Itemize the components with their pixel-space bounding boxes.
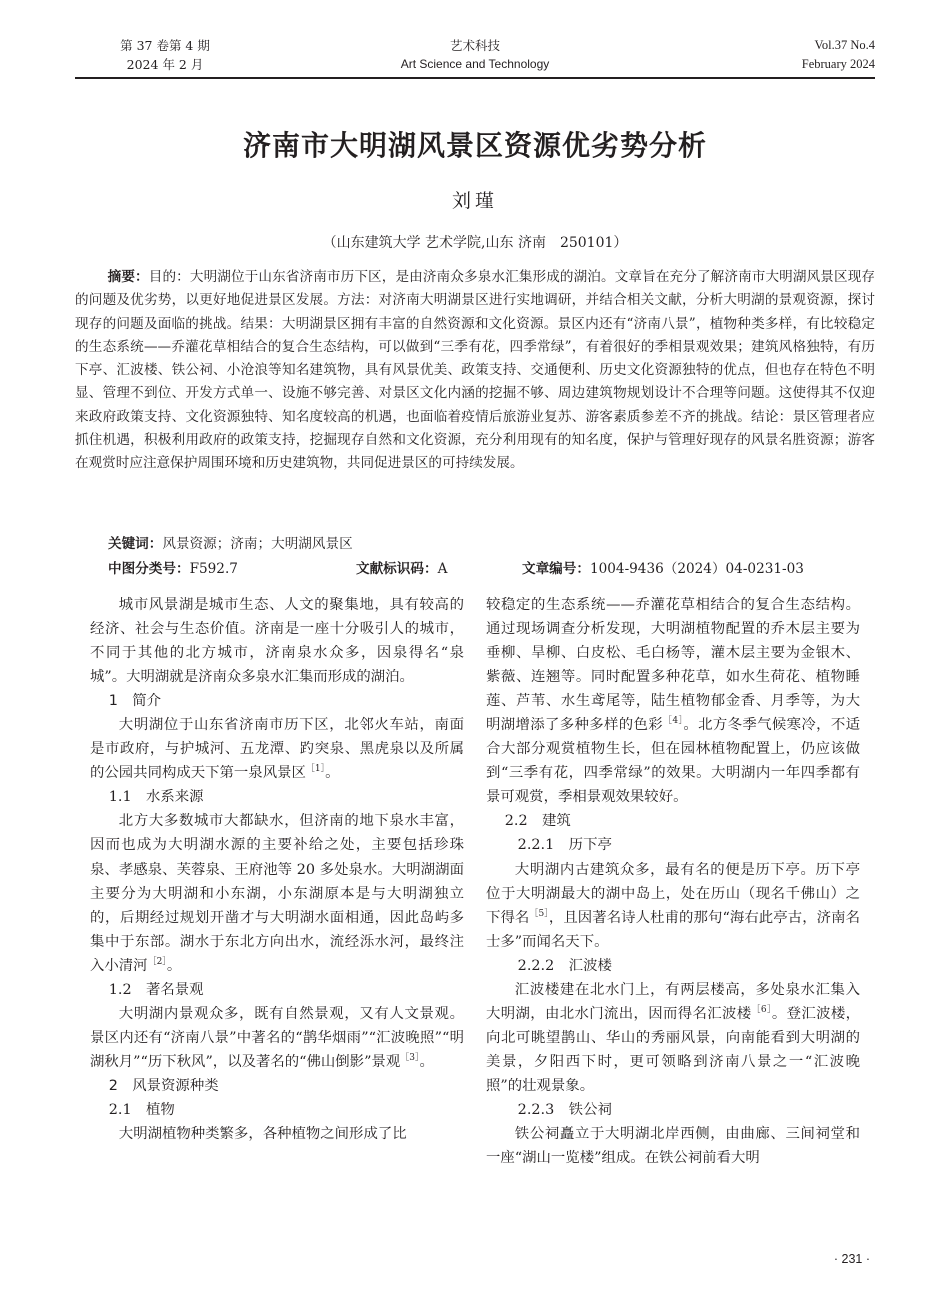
paragraph-water-source-text: 北方大多数城市大都缺水，但济南的地下泉水丰富，因而也成为大明湖水源的主要补给之处，主要包括珍珠泉、孝感泉、芙蓉泉、王府池等 20 多处泉水。大明湖湖面主要分为大明湖和小东湖，小东湖原本是与大明湖独立的，后期经过规划开凿才与大明湖水面相通，因此岛屿多集中于东部。湖水于东北方向出水，流经泺水河，最终注入小清河: [90, 813, 464, 974]
paragraph-lixia-tail: ，且因著名诗人杜甫的那句“海右此亭古，济南名士多”而闻名天下。: [486, 909, 860, 950]
paragraph-huibo-tail: 。登汇波楼，向北可眺望鹊山、华山的秀丽风景，向南能看到大明湖的美景，夕阳西下时，更可领略到济南八景之一“汇波晚照”的壮观景象。: [486, 1005, 860, 1094]
section-heading-2-2-2: 2.2.2 汇波楼: [517, 957, 612, 974]
citation-ref: ［5］: [529, 908, 549, 919]
paragraph-overview-text: 大明湖位于山东省济南市历下区，北邻火车站，南面是市政府，与护城河、五龙潭、趵突泉、黑虎泉以及所属的公园共同构成天下第一泉风景区: [90, 717, 464, 782]
paragraph-lixia-pavilion: [486, 858, 860, 954]
citation-ref: ［1］: [305, 764, 326, 775]
journal-issue-en: [715, 36, 875, 74]
paragraph-plants-start: 大明湖植物种类繁多，各种植物之间形成了比: [118, 1126, 407, 1143]
header-rule: [75, 77, 875, 79]
citation-ref: ［2］: [147, 956, 167, 967]
abstract: [75, 266, 875, 476]
paragraph-plants-cont: [486, 593, 860, 809]
paragraph-huibo-tower: [486, 978, 860, 1098]
section-heading-2: 2 风景资源种类: [108, 1077, 219, 1094]
body-column-left: [90, 593, 464, 1146]
paragraph-end-mark: 。: [419, 1053, 434, 1070]
keywords-label: 关键词：: [108, 536, 163, 552]
article-number-value: 1004-9436（2024）04-0231-03: [589, 561, 804, 577]
article-number: [522, 557, 804, 577]
keywords-text: 风景资源；济南；大明湖风景区: [162, 536, 353, 552]
document-code-label: 文献标识码：: [356, 561, 438, 577]
paragraph-plants-cont-text: 较稳定的生态系统——乔灌花草相结合的复合生态结构。通过现场调查分析发现，大明湖植物配置的乔木层主要为垂柳、旱柳、白皮松、毛白杨等，灌木层主要为金银木、紫薇、连翘等。同时配置多种花草，如水生荷花、植物睡莲、芦苇、水生鸢尾等，陆生植物郁金香、月季等，为大明湖增添了多种多样的色彩: [486, 597, 860, 734]
section-heading-2-2: 2.2 建筑: [504, 813, 571, 830]
section-heading-1-2: 1.2 著名景观: [108, 981, 204, 998]
keywords: [108, 532, 353, 552]
journal-name-cn: 艺术科技: [449, 38, 500, 53]
paragraph-overview: [90, 713, 464, 785]
journal-name: [375, 36, 575, 74]
citation-ref: ［6］: [751, 1005, 772, 1015]
section-heading-2-2-3: 2.2.3 铁公祠: [517, 1101, 612, 1118]
citation-ref: ［4］: [663, 716, 684, 727]
body-column-right: [486, 593, 860, 1170]
paragraph-water-source: [90, 809, 464, 977]
article-number-label: 文章编号：: [522, 561, 590, 577]
paragraph-landscapes: [90, 1002, 464, 1074]
section-heading-2-1: 2.1 植物: [108, 1101, 175, 1118]
clc-label: 中图分类号：: [108, 561, 190, 577]
paragraph-tiegong-temple: 铁公祠矗立于大明湖北岸西侧，由曲廊、三间祠堂和一座“湖山一览楼”组成。在铁公祠前看大明: [486, 1126, 860, 1167]
journal-issue-cn: [100, 36, 230, 74]
paragraph-intro: 城市风景湖是城市生态、人文的聚集地，具有较高的经济、社会与生态价值。济南是一座十分吸引人的城市，不同于其他的北方城市，济南泉水众多，因泉得名“泉城”。大明湖就是济南众多泉水汇集而形成的湖泊。: [90, 597, 464, 686]
section-heading-1: 1 简介: [108, 693, 162, 710]
abstract-label: 摘要：: [107, 269, 149, 285]
paragraph-end-mark: 。: [325, 765, 340, 782]
clc-value: F592.7: [189, 561, 238, 577]
document-code-value: A: [437, 561, 448, 577]
article-title: 济南市大明湖风景区资源优劣势分析: [242, 129, 707, 162]
paragraph-end-mark: 。: [166, 957, 182, 974]
paragraph-plants-tail: 。北方冬季气候寒冷，不适合大部分观赏植物生长，但在园林植物配置上，仍应该做到“三季有花，四季常绿”的效果。大明湖内一年四季都有景可观赏，季相景观效果较好。: [486, 717, 860, 806]
journal-name-en: Art Science and Technology: [400, 57, 550, 71]
section-heading-2-2-1: 2.2.1 历下亭: [517, 837, 612, 854]
paragraph-huibo-text: 汇波楼建在北水门上，有两层楼高，多处泉水汇集入大明湖，由北水门流出，因而得名汇波楼: [486, 981, 860, 1022]
paragraph-lixia-text: 大明湖内古建筑众多，最有名的便是历下亭。历下亭位于大明湖最大的湖中岛上，处在历山（现名千佛山）之下得名: [486, 861, 860, 926]
author-name: 刘瑾: [451, 190, 498, 212]
date-cn: 2024 年 2 月: [126, 57, 204, 72]
volume-cn: 第 37 卷第 4 期: [120, 38, 210, 53]
page-number: · 231 ·: [833, 1252, 870, 1266]
abstract-text: 目的：大明湖位于山东省济南市历下区，是由济南众多泉水汇集形成的湖泊。文章旨在充分了解济南市大明湖风景区现存的问题及优劣势，以更好地促进景区发展。方法：对济南大明湖景区进行实地调研，并结合相关文献，分析大明湖的景观资源，探讨现存的问题及面临的挑战。结果：大明湖景区拥有丰富的自然资源和文化资源。景区内还有“济南八景”，植物种类多样，有比较稳定的生态系统——乔灌花草相结合的复合生态结构，可以做到“三季有花，四季常绿”，有着很好的季相景观效果；建筑风格独特，有历下亭、汇波楼、铁公祠、小沧浪等知名建筑物，具有风景优美、政策支持、交通便利、历史文化资源独特的优点，但也存在特色不明显、管理不到位、开发方式单一、设施不够完善、对景区文化内涵的挖掘不够、周边建筑物规划设计不合理等问题。这使得其不仅迎来政府政策支持、文化资源独特、知名度较高的机遇，也面临着疫情后旅游业复苏、游客素质参差不齐的挑战。结论：景区管理者应抓住机遇，积极利用政府的政策支持，挖掘现存自然和文化资源，充分利用现有的知名度，保护与管理好现存的风景名胜资源；游客在观赏时应注意保护周围环境和历史建筑物，共同促进景区的可持续发展。: [75, 269, 876, 472]
volume-en: Vol.37 No.4: [814, 38, 875, 52]
date-en: February 2024: [801, 57, 875, 71]
section-heading-1-1: 1.1 水系来源: [108, 789, 204, 806]
author-affiliation: （山东建筑大学 艺术学院,山东 济南 250101）: [322, 235, 628, 251]
paragraph-landscapes-text: 大明湖内景观众多，既有自然景观，又有人文景观。景区内还有“济南八景”中著名的“鹊华烟雨”“汇波晚照”“明湖秋月”“历下秋风”，以及著名的“佛山倒影”景观: [90, 1005, 464, 1070]
clc-number: [108, 557, 238, 577]
citation-ref: ［3］: [400, 1053, 420, 1064]
document-code: [356, 557, 447, 577]
